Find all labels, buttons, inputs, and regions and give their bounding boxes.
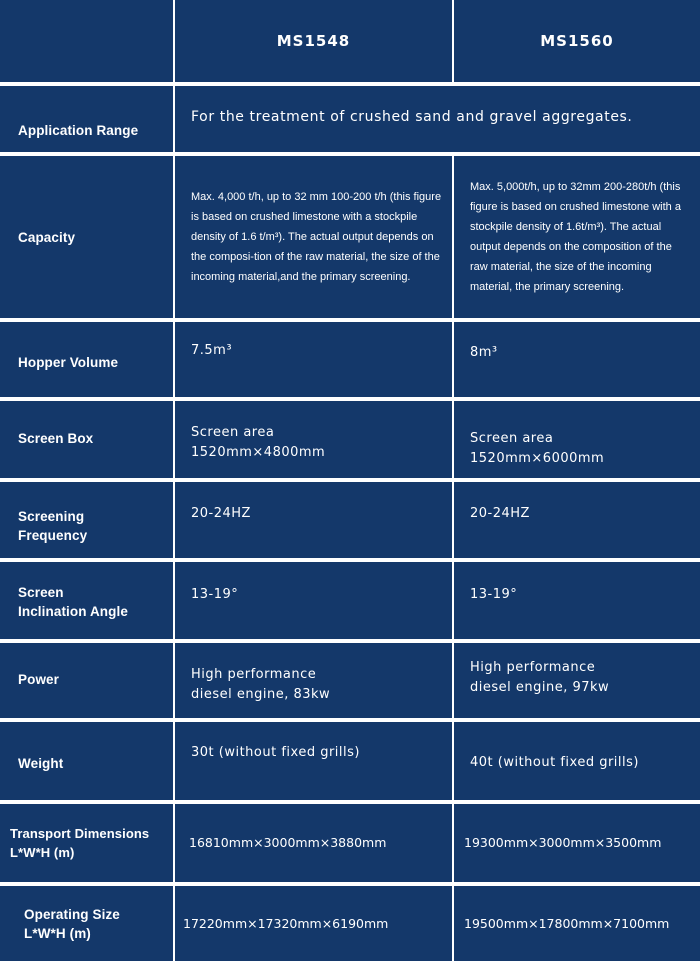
row-label-weight: Weight: [0, 722, 173, 800]
operating-size-ms1560: 19500mm×17800mm×7100mm: [454, 886, 700, 961]
capacity-ms1560: Max. 5,000t/h, up to 32mm 200-280t/h (this figure is based on crushed limestone with a stockpile density of 1.6t/m³). The actual output depends on the composition of the raw material, the size of the incoming material, the primary screening.: [454, 156, 700, 318]
row-label-screening-frequency: Screening Frequency: [0, 482, 173, 558]
power-ms1548: High performance diesel engine, 83kw: [175, 643, 452, 718]
capacity-ms1548: Max. 4,000 t/h, up to 32 mm 100-200 t/h (this figure is based on crushed limestone with a stockpile density of 1.6 t/m³). The actual output depends on the composi-tion of the raw material, the size of the incoming material,and the primary screening.: [175, 156, 452, 318]
row-label-power: Power: [0, 643, 173, 718]
operating-size-ms1548: 17220mm×17320mm×6190mm: [175, 886, 452, 961]
row-label-screen-inclination-angle: Screen Inclination Angle: [0, 562, 173, 639]
row-label-screen-box: Screen Box: [0, 401, 173, 478]
row-label-transport-dimensions: Transport Dimensions L*W*H (m): [0, 804, 173, 882]
header-ms1548: MS1548: [175, 0, 452, 82]
header-empty-cell: [0, 0, 173, 82]
screen-inclination-angle-ms1548: 13-19°: [175, 562, 452, 639]
transport-dimensions-ms1548: 16810mm×3000mm×3880mm: [175, 804, 452, 882]
row-label-capacity: Capacity: [0, 156, 173, 318]
hopper-volume-ms1548: 7.5m³: [175, 322, 452, 397]
screen-box-ms1560: Screen area 1520mm×6000mm: [454, 401, 700, 478]
power-ms1560: High performance diesel engine, 97kw: [454, 643, 700, 718]
transport-dimensions-ms1560: 19300mm×3000mm×3500mm: [454, 804, 700, 882]
screening-frequency-ms1560: 20-24HZ: [454, 482, 700, 558]
weight-ms1560: 40t (without fixed grills): [454, 722, 700, 800]
screen-inclination-angle-ms1560: 13-19°: [454, 562, 700, 639]
row-label-application-range: Application Range: [0, 86, 173, 152]
row-label-operating-size: Operating Size L*W*H (m): [0, 886, 173, 961]
screen-box-ms1548: Screen area 1520mm×4800mm: [175, 401, 452, 478]
weight-ms1548: 30t (without fixed grills): [175, 722, 452, 800]
row-label-hopper-volume: Hopper Volume: [0, 322, 173, 397]
header-ms1560: MS1560: [454, 0, 700, 82]
screening-frequency-ms1548: 20-24HZ: [175, 482, 452, 558]
hopper-volume-ms1560: 8m³: [454, 322, 700, 397]
application-range-value: For the treatment of crushed sand and gravel aggregates.: [175, 86, 700, 152]
